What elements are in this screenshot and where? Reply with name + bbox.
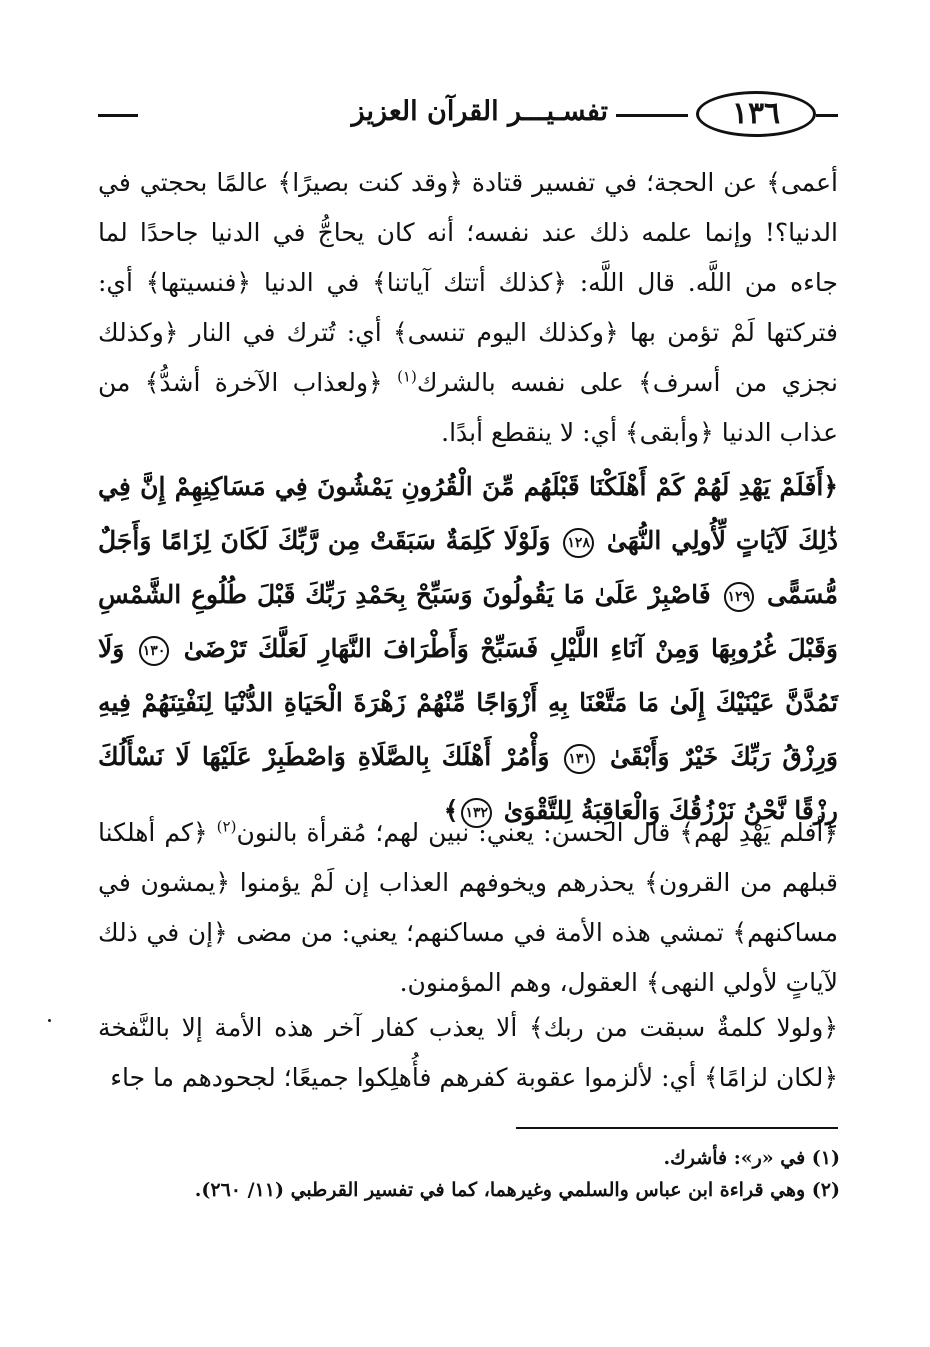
tafsir-paragraph-1 [98, 158, 838, 458]
running-header [98, 86, 838, 142]
header-rule [616, 114, 688, 117]
verse-number-icon: ١٣١ [564, 744, 595, 774]
verse-text: ﴿أَفَلَمْ يَهْدِ لَهُمْ كَمْ أَهْلَكْنَا قَبْلَهُم مِّنَ الْقُرُونِ يَمْشُونَ فِي مَسَاكِنِهِمْ إِنَّ فِي ذَٰلِكَ لَآيَاتٍ لِّأُولِي النُّهَىٰ [98, 472, 838, 555]
tafsir-paragraph-2: ﴿أفلم يَهْدِ لهم﴾ قال الحسن: يعني: نبين لهم؛ مُقرأة بالنون$^{(٢)}$ ﴿كم أهلكنا قبلهم من القرون﴾ يحذرهم ويخوفهم العذاب إن لَمْ يؤمنوا ﴿يمشون في مساكنهم﴾ تمشي هذه الأمة في مساكنهم؛ يعني: من مضى ﴿إن في ذلك لآياتٍ لأولي النهى﴾ العقول، وهم المؤمنون. [98, 817, 838, 997]
tafsir-paragraph-3: ﴿ولولا كلمةٌ سبقت من ربك﴾ ألا يعذب كفار آخر هذه الأمة إلا بالنَّفخة ﴿لكان لزامًا﴾ أي: لألزموا عقوبة كفرهم فأُهلِكوا جميعًا؛ لجحودهم ما جاء [98, 1013, 838, 1092]
scan-speck [48, 1019, 51, 1022]
footnote-ref[interactable]: (١) [397, 367, 417, 386]
footnote-2: (٢) وهي قراءة ابن عباس والسلمي وغيرهما، كما في تفسير القرطبي (١١/ ٢٦٠). [194, 1179, 840, 1201]
footnote-divider [516, 1127, 838, 1129]
verse-text: وَلَوْلَا كَلِمَةٌ سَبَقَتْ مِن رَّبِّكَ لَكَانَ لِزَامًا وَأَجَلٌ مُّسَمًّى [98, 526, 838, 609]
footnote-ref[interactable]: (٢) [216, 817, 237, 836]
verse-text: وَأْمُرْ أَهْلَكَ بِالصَّلَاةِ وَاصْطَبِرْ عَلَيْهَا لَا نَسْأَلُكَ رِزْقًا نَّحْنُ نَرْزُقُكَ وَالْعَاقِبَةُ لِلتَّقْوَىٰ [98, 742, 838, 825]
header-rule [98, 114, 138, 117]
verse-number-icon: ١٣٠ [139, 636, 170, 666]
page-number: ١٣٦ [696, 91, 816, 137]
verse-number-icon: ١٢٩ [724, 582, 755, 612]
verse-number-icon: ١٢٨ [563, 528, 594, 558]
book-title: تفسـيـــر القرآن العزيز [351, 96, 608, 127]
closing-bracket: ﴾ [443, 796, 459, 825]
verse-number-icon: ١٣٢ [461, 798, 492, 828]
header-rule [816, 114, 838, 117]
footnote-1: (١) في «ر»: فأشرك. [663, 1147, 840, 1169]
footnotes [98, 1142, 840, 1206]
verse-text: وَلَا تَمُدَّنَّ عَيْنَيْكَ إِلَىٰ مَا مَتَّعْنَا بِهِ أَزْوَاجًا مِّنْهُمْ زَهْرَةَ الْحَيَاةِ الدُّنْيَا لِنَفْتِنَهُمْ فِيهِ وَرِزْقُ رَبِّكَ خَيْرٌ وَأَبْقَىٰ [98, 634, 838, 771]
verse-text: فَاصْبِرْ عَلَىٰ مَا يَقُولُونَ وَسَبِّحْ بِحَمْدِ رَبِّكَ قَبْلَ طُلُوعِ الشَّمْسِ وَقَبْلَ غُرُوبِهَا وَمِنْ آنَاءِ اللَّيْلِ فَسَبِّحْ وَأَطْرَافَ النَّهَارِ لَعَلَّكَ تَرْضَىٰ [98, 580, 838, 663]
text-line: أعمى﴾ عن الحجة؛ في تفسير قتادة ﴿وقد كنت بصيرًا﴾ عالمًا بحجتي في الدنيا؟! وإنما علمه ذلك عند نفسه؛ أنه كان يحاجُّ في الدنيا جاحدًا لما جاءه من اللَّه. قال اللَّه: ﴿كذلك أتتك آياتنا﴾ في الدنيا ﴿فنسيتها﴾ أي: فتركتها لَمْ تؤمن بها ﴿وكذلك اليوم تنسى﴾ أي: تُترك في النار ﴿وكذلك نجزي من أسرف﴾ على نفسه بالشرك$^{(١)}$ ﴿ولعذاب الآخرة أشدُّ﴾ من عذاب الدنيا ﴿وأبقى﴾ أي: لا ينقطع أبدًا. [98, 168, 838, 447]
quran-verses [98, 460, 838, 838]
